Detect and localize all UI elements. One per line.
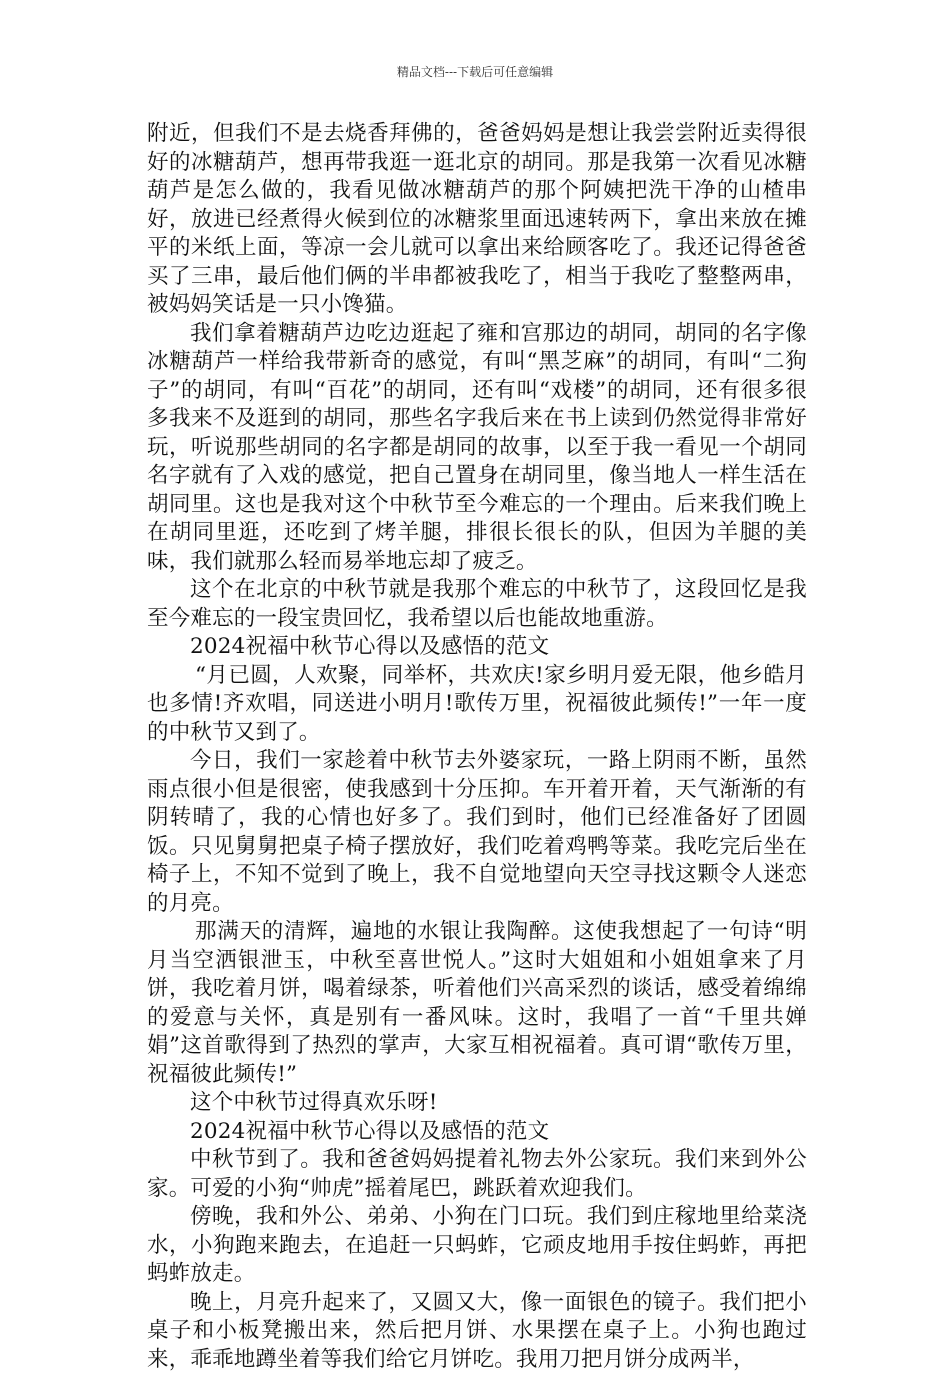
section-heading-2: 2024祝福中秋节心得以及感悟的范文 — [147, 1118, 807, 1147]
paragraph-5: 今日，我们一家趁着中秋节去外婆家玩，一路上阴雨不断，虽然雨点很小但是很密，使我感到十分压抑。车开着开着，天气渐渐的有阴转晴了，我的心情也好多了。我们到时，他们已经准备好了团圆饭。只见舅舅把桌子椅子摆放好，我们吃着鸡鸭等菜。我吃完后坐在椅子上，不知不觉到了晚上，我不自觉地望向天空寻找这颗令人迷恋的月亮。 — [147, 747, 807, 918]
section-heading-1: 2024祝福中秋节心得以及感悟的范文 — [147, 633, 807, 662]
paragraph-10: 晚上，月亮升起来了，又圆又大，像一面银色的镜子。我们把小桌子和小板凳搬出来，然后把月饼、水果摆在桌子上。小狗也跑过来，乖乖地蹲坐着等我们给它月饼吃。我用刀把月饼分成两半， — [147, 1289, 807, 1374]
paragraph-7: 这个中秋节过得真欢乐呀! — [147, 1089, 807, 1118]
paragraph-6: 那满天的清辉，遍地的水银让我陶醉。这使我想起了一句诗“明月当空洒银泄玉，中秋至喜世悦人。”这时大姐姐和小姐姐拿来了月饼，我吃着月饼，喝着绿茶，听着他们兴高采烈的谈话，感受着绵绵的爱意与关怀，真是别有一番风味。这时，我唱了一首“千里共婵娟”这首歌得到了热烈的掌声，大家互相祝福着。真可谓“歌传万里，祝福彼此频传!” — [147, 918, 807, 1089]
paragraph-1: 附近，但我们不是去烧香拜佛的，爸爸妈妈是想让我尝尝附近卖得很好的冰糖葫芦，想再带我逛一逛北京的胡同。那是我第一次看见冰糖葫芦是怎么做的，我看见做冰糖葫芦的那个阿姨把洗干净的山楂串好，放进已经煮得火候到位的冰糖浆里面迅速转两下，拿出来放在摊平的米纸上面，等凉一会儿就可以拿出来给顾客吃了。我还记得爸爸买了三串，最后他们俩的半串都被我吃了，相当于我吃了整整两串，被妈妈笑话是一只小馋猫。 — [147, 120, 807, 320]
paragraph-3: 这个在北京的中秋节就是我那个难忘的中秋节了，这段回忆是我至今难忘的一段宝贵回忆，我希望以后也能故地重游。 — [147, 576, 807, 633]
paragraph-9: 傍晚，我和外公、弟弟、小狗在门口玩。我们到庄稼地里给菜浇水，小狗跑来跑去，在追赶一只蚂蚱，它顽皮地用手按住蚂蚱，再把蚂蚱放走。 — [147, 1203, 807, 1289]
page-header: 精品文档---下载后可任意编辑 — [0, 64, 950, 80]
document-body — [147, 120, 807, 1374]
paragraph-8: 中秋节到了。我和爸爸妈妈提着礼物去外公家玩。我们来到外公家。可爱的小狗“帅虎”摇着尾巴，跳跃着欢迎我们。 — [147, 1146, 807, 1203]
paragraph-2: 我们拿着糖葫芦边吃边逛起了雍和宫那边的胡同，胡同的名字像冰糖葫芦一样给我带新奇的感觉，有叫“黑芝麻”的胡同，有叫“二狗子”的胡同，有叫“百花”的胡同，还有叫“戏楼”的胡同，还有很多很多我来不及逛到的胡同，那些名字我后来在书上读到仍然觉得非常好玩，听说那些胡同的名字都是胡同的故事，以至于我一看见一个胡同名字就有了入戏的感觉，把自己置身在胡同里，像当地人一样生活在胡同里。这也是我对这个中秋节至今难忘的一个理由。后来我们晚上在胡同里逛，还吃到了烤羊腿，排很长很长的队，但因为羊腿的美味，我们就那么轻而易举地忘却了疲乏。 — [147, 320, 807, 577]
paragraph-4: “月已圆，人欢聚，同举杯，共欢庆!家乡明月爱无限，他乡皓月也多情!齐欢唱，同送进小明月!歌传万里，祝福彼此频传!”一年一度的中秋节又到了。 — [147, 662, 807, 748]
